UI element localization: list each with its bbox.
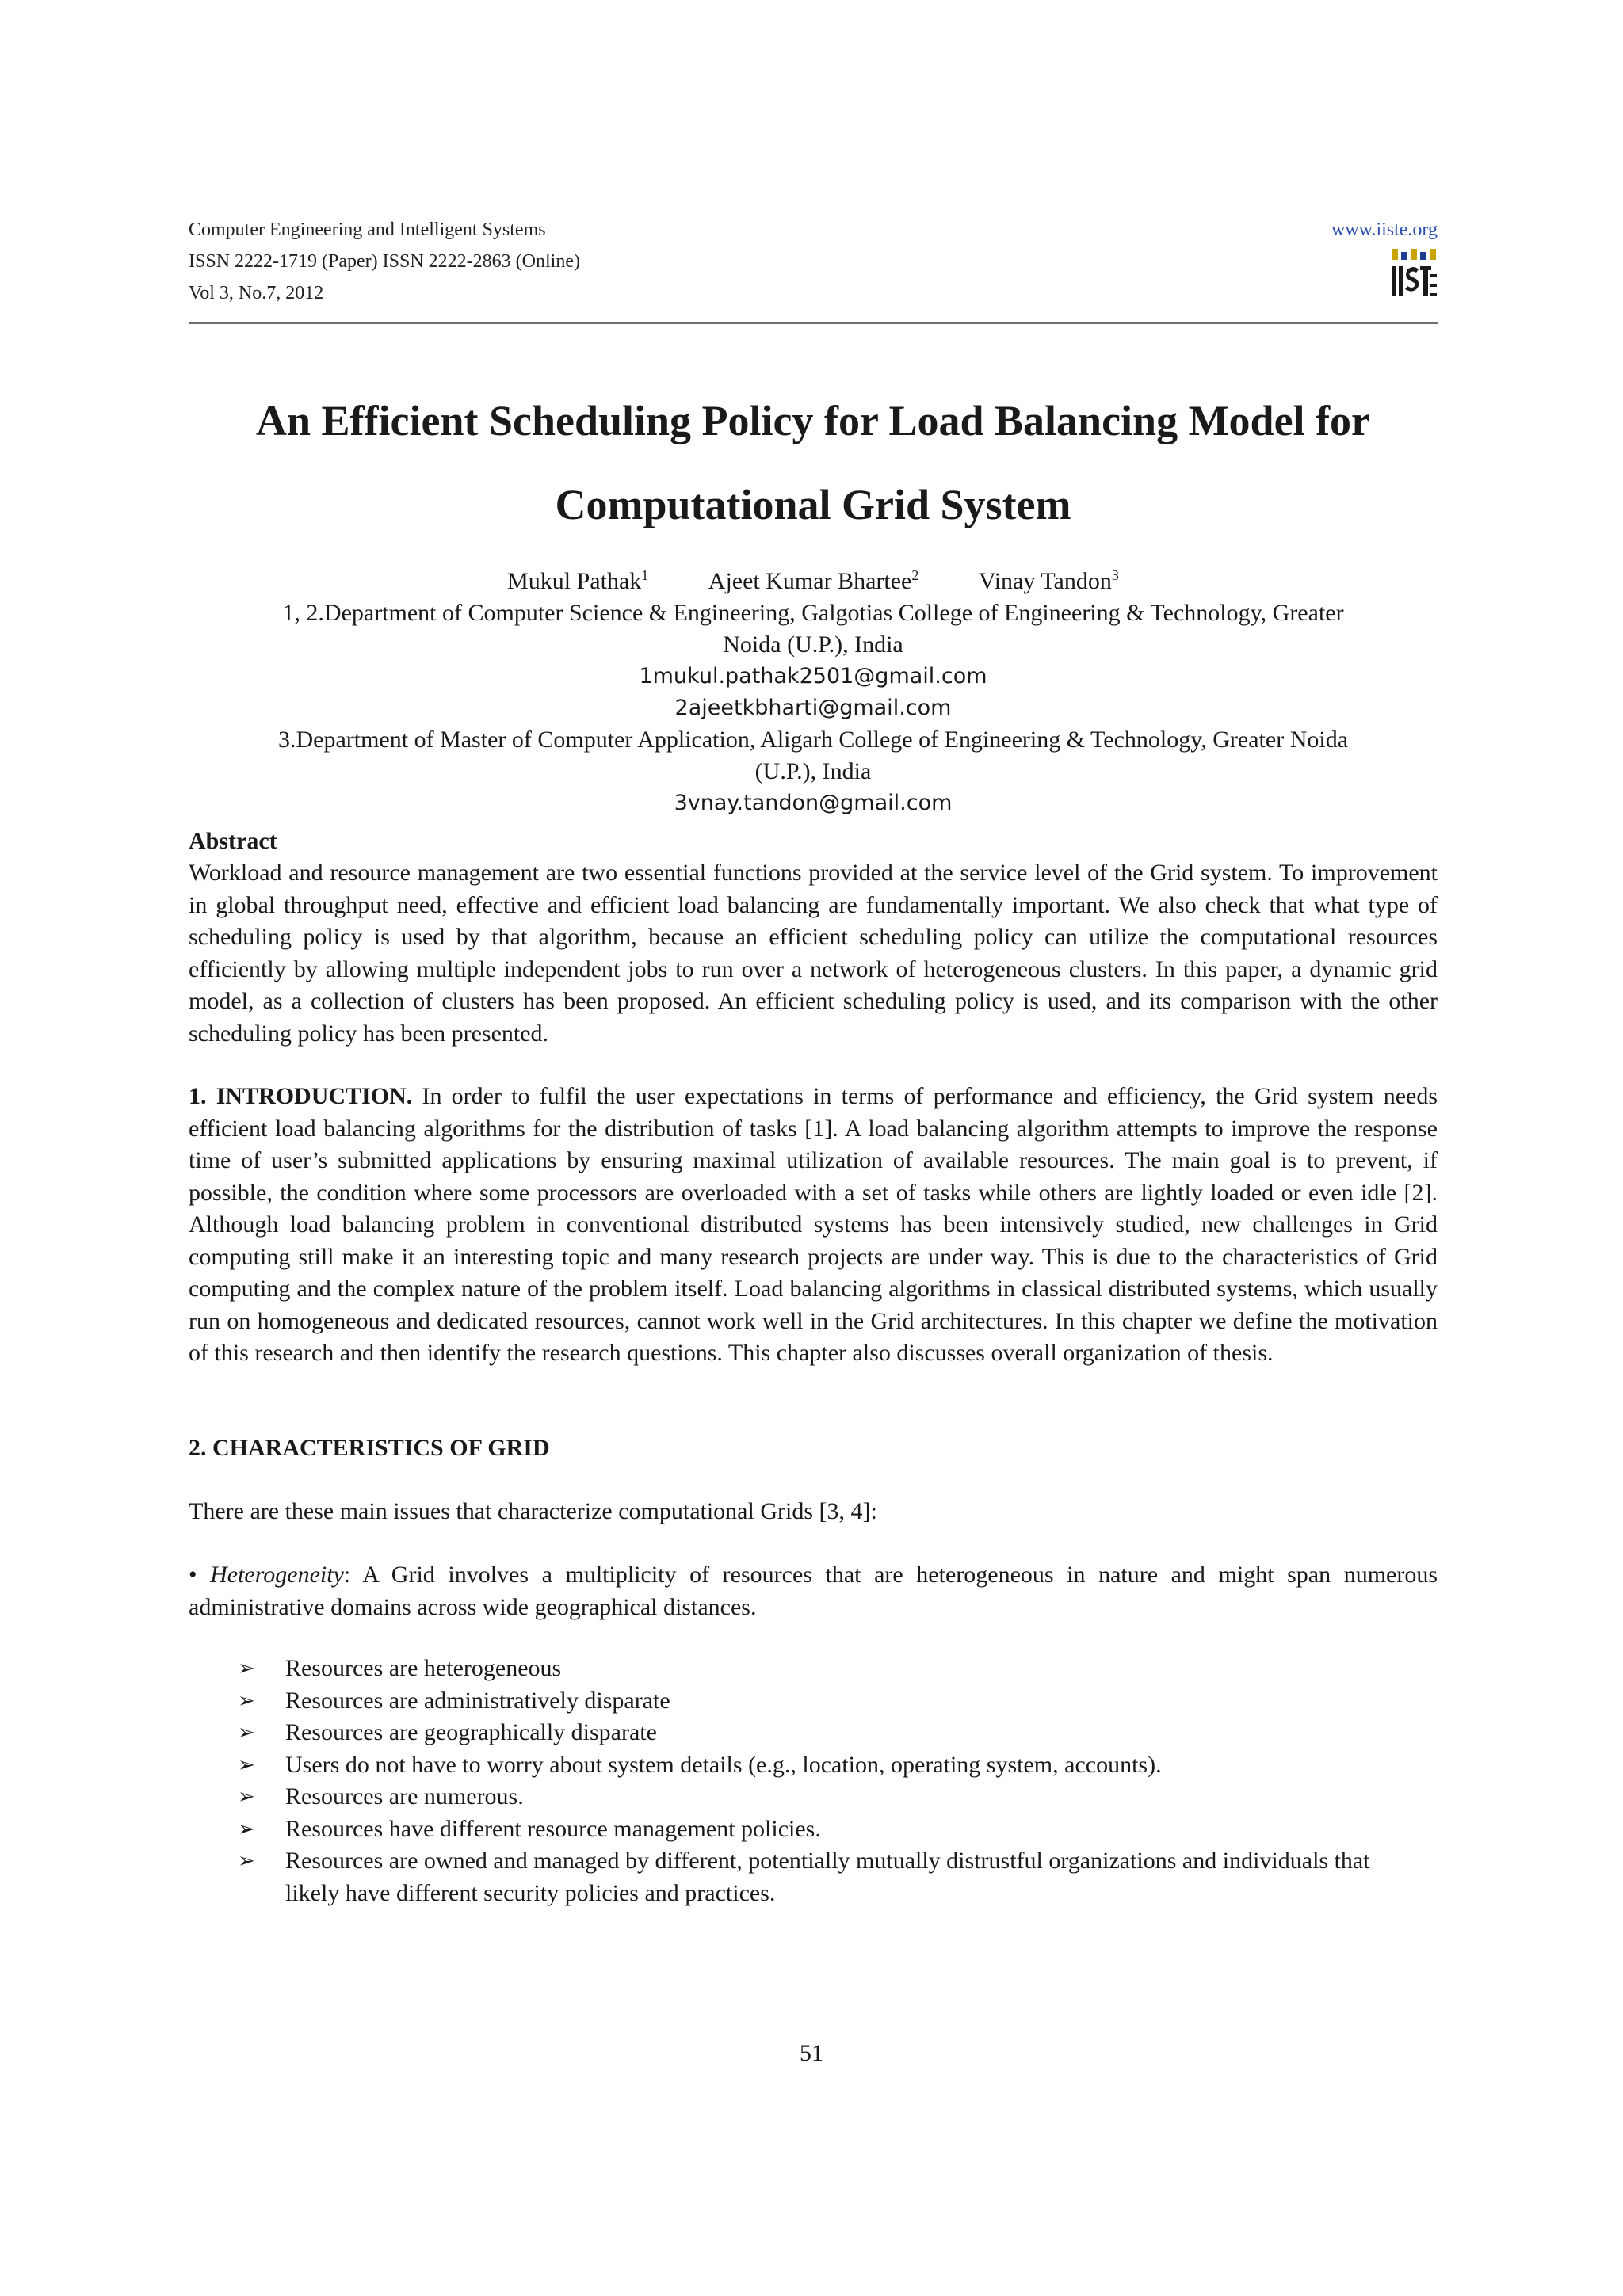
site-link[interactable]: www.iiste.org <box>1331 219 1438 240</box>
list-item: ➢ Users do not have to worry about system details (e.g., location, operating system, accounts). <box>238 1749 1426 1782</box>
journal-name: Computer Engineering and Intelligent Systems <box>189 219 546 240</box>
arrow-bullet-icon: ➢ <box>238 1753 255 1777</box>
bullet-mark: • <box>189 1562 197 1588</box>
author-email-3: 3vnay.tandon@gmail.com <box>674 791 953 815</box>
arrow-bullet-icon: ➢ <box>238 1657 255 1680</box>
affiliation-1-line-1: 1, 2.Department of Computer Science & Engineering, Galgotias College of Engineering & Technology, Greater <box>282 600 1344 626</box>
abstract-heading: Abstract <box>189 828 277 854</box>
affiliation-3-line-2: (U.P.), India <box>754 758 872 784</box>
affiliation-1-line-2: Noida (U.P.), India <box>723 631 903 658</box>
list-item: ➢ Resources are owned and managed by different, potentially mutually distrustful organizations and individuals that likely have different security policies and practices. <box>238 1845 1426 1909</box>
author: Mukul Pathak$^1$ <box>507 567 649 594</box>
list-item: ➢ Resources are heterogeneous <box>238 1653 1426 1685</box>
author: Ajeet Kumar Bhartee$^2$ <box>708 567 919 594</box>
characteristics-heading: 2. CHARACTERISTICS OF GRID <box>189 1435 550 1461</box>
list-item: ➢ Resources are numerous. <box>238 1781 1426 1814</box>
introduction-heading: 1. INTRODUCTION. <box>189 1083 413 1109</box>
title-line-2: Computational Grid System <box>555 481 1071 528</box>
author-email-2: 2ajeetkbharti@gmail.com <box>674 696 952 720</box>
arrow-bullet-icon: ➢ <box>238 1785 255 1809</box>
page-number: 51 <box>800 2040 823 2066</box>
list-item: ➢ Resources are geographically disparate <box>238 1717 1426 1749</box>
journal-issn: ISSN 2222-1719 (Paper) ISSN 2222-2863 (Online) <box>189 251 580 272</box>
journal-header <box>189 214 1438 309</box>
heterogeneity-paragraph <box>189 1559 1438 1623</box>
arrow-bullet-icon: ➢ <box>238 1721 255 1745</box>
iiste-logo <box>1390 247 1438 298</box>
author-email-1: 1mukul.pathak2501@gmail.com <box>639 664 987 688</box>
list-item: ➢ Resources are administratively disparate <box>238 1685 1426 1718</box>
author: Vinay Tandon$^3$ <box>978 567 1119 594</box>
arrow-bullet-icon: ➢ <box>238 1849 255 1873</box>
paper-title <box>189 379 1438 547</box>
introduction-paragraph <box>189 1081 1438 1370</box>
title-line-1: An Efficient Scheduling Policy for Load Balancing Model for <box>255 397 1371 444</box>
heterogeneity-term: Heterogeneity <box>210 1562 344 1588</box>
header-divider <box>189 322 1438 324</box>
arrow-bullet-icon: ➢ <box>238 1688 255 1713</box>
introduction-text: In order to fulfil the user expectations in terms of performance and efficiency, the Grid system needs efficient load balancing algorithms for the distribution of tasks [1]. A load balancing algorithm attempts to improve the response time of user’s submitted applications by ensuring maximal utilization of available resources. The main goal is to prevent, if possible, the condition where some processors are overloaded with a set of tasks while others are lightly loaded or even idle [2]. Although load balancing problem in conventional distributed systems has been intensively studied, new challenges in Grid computing still make it an interesting topic and many research projects are under way. This is due to the characteristics of Grid computing and the complex nature of the problem itself. Load balancing algorithms in classical distributed systems, which usually run on homogeneous and dedicated resources, cannot work well in the Grid architectures. In this chapter we define the motivation of this research and then identify the research questions. This chapter also discusses overall organization of thesis. <box>189 1083 1438 1366</box>
arrow-bullet-icon: ➢ <box>238 1817 255 1841</box>
author-list <box>189 566 1438 597</box>
characteristics-lead: There are these main issues that characterize computational Grids [3, 4]: <box>189 1498 877 1524</box>
resource-list <box>238 1653 1426 1909</box>
list-item: ➢ Resources have different resource management policies. <box>238 1814 1426 1846</box>
journal-volume: Vol 3, No.7, 2012 <box>189 283 324 303</box>
abstract-text: Workload and resource management are two essential functions provided at the service level of the Grid system. To improvement in global throughput need, effective and efficient load balancing are fundamentally important. We also check that what type of scheduling policy is used by that algorithm, because an efficient scheduling policy can utilize the computational resources efficiently by allowing multiple independent jobs to run over a network of heterogeneous clusters. In this paper, a dynamic grid model, as a collection of clusters has been proposed. An efficient scheduling policy is used, and its comparison with the other scheduling policy has been presented. <box>189 860 1438 1047</box>
affiliation-3-line-1: 3.Department of Master of Computer Application, Aligarh College of Engineering & Technology, Greater Noida <box>277 727 1349 753</box>
heterogeneity-text: : A Grid involves a multiplicity of resources that are heterogeneous in nature and might span numerous administrative domains across wide geographical distances. <box>189 1562 1438 1620</box>
